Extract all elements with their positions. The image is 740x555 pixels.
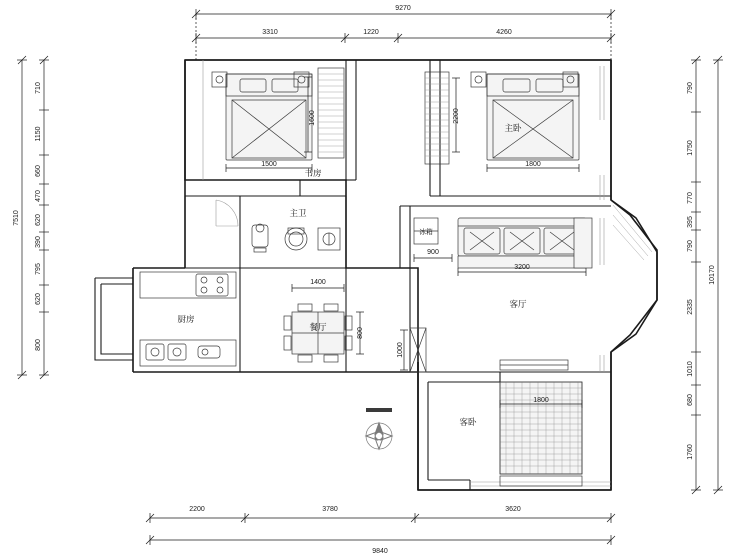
dim-top-1: 3310 [262,29,278,36]
right-dimension-chains [691,56,723,494]
dim-left-7: 795 [35,263,42,275]
dim-bottom-2: 3780 [322,506,338,513]
dim-left-2: 1150 [35,126,42,142]
left-dimension-chains [17,56,49,379]
dim-left-9: 800 [35,339,42,351]
dim-bottom-1: 2200 [189,506,205,513]
dim-fridge-wall: 900 [427,249,439,256]
dim-left-total: 7510 [13,210,20,226]
dim-right-9: 1760 [687,444,694,460]
dim-right-7: 1010 [687,361,694,377]
room-label-kitchen: 厨房 [177,314,195,324]
dim-bottom-total: 9840 [372,548,388,555]
dim-top-total: 9270 [395,5,411,12]
dim-bottom-3: 3620 [505,506,521,513]
dim-top-3: 4260 [496,29,512,36]
dim-left-3: 660 [35,165,42,177]
dim-study-bed-width: 1500 [261,161,277,168]
room-label-study: 书房 [304,168,322,178]
room-label-dining: 餐厅 [309,322,327,332]
room-label-guest: 客卧 [459,417,477,427]
dim-left-5: 620 [35,214,42,226]
room-bathroom [216,200,340,252]
dim-left-1: 710 [35,82,42,94]
dim-master-bed-depth: 2200 [453,108,460,124]
dim-dining-width: 1400 [310,279,326,286]
dim-top-2: 1220 [363,29,379,36]
dim-right-4: 395 [687,216,694,228]
dim-left-4: 470 [35,190,42,202]
room-label-bathroom: 主卫 [289,208,307,218]
room-label-living: 客厅 [509,299,527,309]
dim-right-2: 1750 [687,140,694,156]
dim-right-6: 2335 [687,299,694,315]
top-dimension-chains [192,9,615,60]
dim-right-3: 770 [687,192,694,204]
compass-icon [366,408,392,449]
dim-sofa-width: 3200 [514,264,530,271]
dim-left-8: 620 [35,293,42,305]
dim-master-bed-width: 1800 [525,161,541,168]
room-label-master: 主卧 [504,123,522,133]
dim-guest-bed-width: 1800 [533,397,549,404]
dim-right-1: 790 [687,82,694,94]
dim-right-total: 10170 [709,265,716,285]
dim-right-5: 790 [687,240,694,252]
dim-left-6: 390 [35,236,42,248]
dim-corridor: 1000 [397,342,404,358]
label-fridge: 冰箱 [419,229,433,236]
dim-study-bed-depth: 1600 [309,110,316,126]
dim-dining-depth: 800 [357,327,364,339]
dim-right-8: 680 [687,394,694,406]
bottom-dimension-chains [146,513,615,545]
